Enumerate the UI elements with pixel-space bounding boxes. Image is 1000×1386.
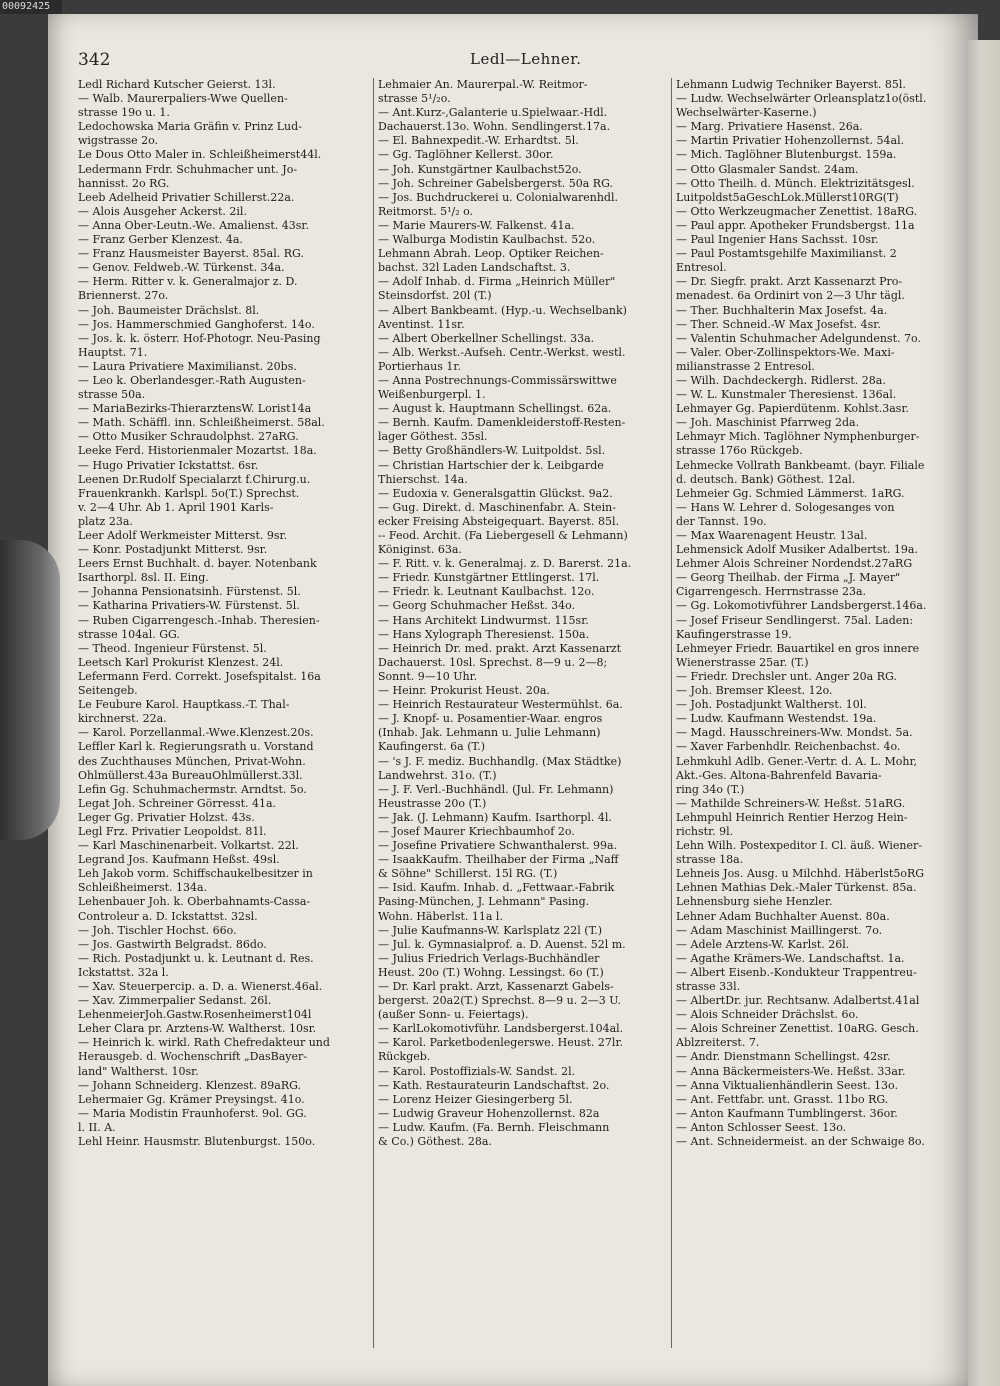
directory-entry-line: Legrand Jos. Kaufmann Heßst. 49sl. bbox=[78, 853, 280, 867]
directory-entry-line: Lehnen Mathias Dek.-Maler Türkenst. 85a. bbox=[676, 881, 917, 895]
directory-entry-line: — Karol. Porzellanmal.-Wwe.Klenzest.20s. bbox=[78, 726, 314, 740]
directory-entry-line: — Heinr. Prokurist Heust. 20a. bbox=[378, 684, 550, 698]
directory-entry-line: — Hans Xylograph Theresienst. 150a. bbox=[378, 627, 590, 641]
directory-entry-line: Seitengeb. bbox=[78, 684, 138, 698]
directory-entry-line: Leenen Dr.Rudolf Specialarzt f.Chirurg.u. bbox=[78, 472, 311, 486]
directory-entry-line: — Ther. Schneid.-W Max Josefst. 4sr. bbox=[676, 317, 881, 331]
directory-entry-line: Herausgeb. d. Wochenschrift „DasBayer- bbox=[78, 1050, 308, 1064]
directory-entry-line: — Josefine Privatiere Schwanthalerst. 99a. bbox=[378, 839, 618, 853]
directory-entry-line: — Jos. Hammerschmied Ganghoferst. 14o. bbox=[78, 317, 315, 331]
directory-entry-line: Lehmer Alois Schreiner Nordendst.27aRG bbox=[676, 557, 913, 571]
directory-entry-line: — Walb. Maurerpaliers-Wwe Quellen- bbox=[78, 92, 288, 106]
directory-entry-line: strasse 33l. bbox=[676, 980, 741, 993]
directory-entry-line: — Johanna Pensionatsinh. Fürstenst. 5l. bbox=[78, 585, 301, 599]
directory-entry-line: — Karol. Postoffizials-W. Sandst. 2l. bbox=[378, 1064, 576, 1078]
directory-entry-line: — Agathe Krämers-We. Landschaftst. 1a. bbox=[676, 951, 905, 965]
directory-entry-line: — Andr. Dienstmann Schellingst. 42sr. bbox=[676, 1050, 891, 1064]
directory-entry-line: Lehmensick Adolf Musiker Adalbertst. 19a. bbox=[676, 543, 918, 557]
directory-entry-line: — Otto Theilh. d. Münch. Elektrizitätsgesl. bbox=[676, 176, 915, 190]
directory-entry-line: — Mathilde Schreiners-W. Heßst. 51aRG. bbox=[676, 796, 906, 810]
directory-entry-line: — Josef Friseur Sendlingerst. 75al. Laden: bbox=[676, 613, 914, 627]
directory-entry-line: Le Dous Otto Maler in. Schleißheimerst44l. bbox=[78, 148, 322, 162]
directory-column-3 bbox=[676, 78, 964, 1149]
directory-entry-line: — Mich. Taglöhner Blutenburgst. 159a. bbox=[676, 148, 897, 162]
directory-entry-line: Lehn Wilh. Postexpeditor I. Cl. äuß. Wiener- bbox=[676, 839, 922, 853]
directory-entry-line: des Zuchthauses München, Privat-Wohn. bbox=[78, 754, 306, 768]
directory-entry-line: ecker Freising Absteigequart. Bayerst. 85l. bbox=[378, 514, 619, 528]
directory-entry-line: — Paul Ingenier Hans Sachsst. 10sr. bbox=[676, 233, 879, 247]
directory-entry-line: Leeb Adelheid Privatier Schillerst.22a. bbox=[78, 190, 295, 204]
directory-entry-line: — Ther. Buchhalterin Max Josefst. 4a. bbox=[676, 303, 888, 317]
directory-entry-line: — Albert Bankbeamt. (Hyp.-u. Wechselbank) bbox=[378, 303, 627, 317]
directory-entry-line: — Joh. Postadjunkt Waltherst. 10l. bbox=[676, 698, 867, 712]
directory-entry-line: — Hans W. Lehrer d. Sologesanges von bbox=[676, 500, 895, 514]
directory-entry-line: Lehmecke Vollrath Bankbeamt. (bayr. Filiale bbox=[676, 458, 925, 472]
directory-entry-line: Lehner Adam Buchhalter Auenst. 80a. bbox=[676, 909, 890, 923]
directory-entry-line: Dachauerst. 10sl. Sprechst. 8—9 u. 2—8; bbox=[378, 655, 608, 669]
column-divider bbox=[671, 78, 672, 1348]
directory-entry-line: strasse 19o u. 1. bbox=[78, 106, 170, 120]
directory-entry-line: — Isid. Kaufm. Inhab. d. „Fettwaar.-Fabrik bbox=[378, 881, 615, 895]
directory-column-1 bbox=[78, 78, 370, 1149]
directory-entry-line: — J. Knopf- u. Posamentier-Waar. engros bbox=[378, 712, 603, 726]
directory-entry-line: & Co.) Göthest. 28a. bbox=[378, 1135, 492, 1149]
directory-entry-line: der Tannst. 19o. bbox=[676, 514, 767, 528]
directory-entry-line: & Söhne" Schillerst. 15l RG. (T.) bbox=[378, 867, 558, 881]
directory-entry-line: Le Feubure Karol. Hauptkass.-T. Thal- bbox=[78, 698, 290, 712]
directory-entry-line: Cigarrengesch. Herrnstrasse 23a. bbox=[676, 585, 867, 599]
directory-entry-line: Frauenkrankh. Karlspl. 5o(T.) Sprechst. bbox=[78, 486, 300, 500]
directory-entry-line: — Marie Maurers-W. Falkenst. 41a. bbox=[378, 218, 575, 232]
directory-entry-line: Lehmkuhl Adlb. Gener.-Vertr. d. A. L. Mohr, bbox=[676, 754, 918, 768]
directory-entry-line: — KarlLokomotivführ. Landsbergerst.104al. bbox=[378, 1022, 624, 1036]
directory-entry-line: — Lorenz Heizer Giesingerberg 5l. bbox=[378, 1092, 573, 1106]
directory-entry-line: kirchnerst. 22a. bbox=[78, 712, 167, 726]
directory-entry-line: — Kath. Restaurateurin Landschaftst. 2o. bbox=[378, 1078, 610, 1092]
directory-entry-line: — Albert Eisenb.-Kondukteur Trappentreu- bbox=[676, 965, 917, 979]
directory-entry-line: Hauptst. 71. bbox=[78, 345, 148, 359]
directory-entry-line: Lefin Gg. Schuhmachermstr. Arndtst. 5o. bbox=[78, 782, 307, 796]
next-page-edge bbox=[968, 40, 1000, 1386]
directory-entry-line: — Anna Bäckermeisters-We. Heßst. 33ar. bbox=[676, 1064, 906, 1078]
directory-entry-line: — J. F. Verl.-Buchhändl. (Jul. Fr. Lehmann) bbox=[378, 782, 614, 796]
directory-entry-line: — Paul Postamtsgehilfe Maximilianst. 2 bbox=[676, 247, 897, 261]
directory-entry-line: LehenmeierJoh.Gastw.Rosenheimerst104l bbox=[78, 1008, 312, 1022]
directory-entry-line: Lehmaier An. Maurerpal.-W. Reitmor- bbox=[378, 78, 588, 91]
directory-entry-line: — Heinrich Dr. med. prakt. Arzt Kassenarzt bbox=[378, 641, 622, 655]
directory-entry-line: — Joh. Tischler Hochst. 66o. bbox=[78, 923, 237, 937]
directory-entry-line: — Martin Privatier Hohenzollernst. 54al. bbox=[676, 134, 905, 148]
directory-entry-line: — Hugo Privatier Ickstattst. 6sr. bbox=[78, 458, 259, 472]
directory-entry-line: l. II. A. bbox=[78, 1120, 116, 1134]
directory-entry-line: ring 34o (T.) bbox=[676, 782, 745, 796]
directory-entry-line: — Hans Architekt Lindwurmst. 115sr. bbox=[378, 613, 589, 627]
directory-entry-line: menadest. 6a Ordinirt von 2—3 Uhr tägl. bbox=[676, 289, 905, 303]
directory-entry-line: Wechselwärter-Kaserne.) bbox=[676, 106, 817, 120]
directory-entry-line: — Ludwig Graveur Hohenzollernst. 82a bbox=[378, 1106, 600, 1120]
directory-entry-line: Controleur a. D. Ickstattst. 32sl. bbox=[78, 909, 258, 923]
directory-entry-line: v. 2—4 Uhr. Ab 1. April 1901 Karls- bbox=[78, 500, 274, 514]
directory-entry-line: — Paul appr. Apotheker Frundsbergst. 11a bbox=[676, 218, 915, 232]
directory-entry-line: — Franz Hausmeister Bayerst. 85al. RG. bbox=[78, 247, 304, 261]
directory-entry-line: Kaufingerstrasse 19. bbox=[676, 627, 792, 641]
directory-entry-line: — Heinrich k. wirkl. Rath Chefredakteur und bbox=[78, 1036, 330, 1050]
directory-entry-line: Lehl Heinr. Hausmstr. Blutenburgst. 150o. bbox=[78, 1135, 316, 1149]
directory-entry-line: — Konr. Postadjunkt Mitterst. 9sr. bbox=[78, 543, 268, 557]
directory-entry-line: Wohn. Häberlst. 11a l. bbox=[378, 909, 503, 923]
directory-entry-line: — Albert Oberkellner Schellingst. 33a. bbox=[378, 331, 595, 345]
directory-entry-line: Lefermann Ferd. Correkt. Josefspitalst. 16a bbox=[78, 669, 321, 683]
directory-entry-line: Thierschst. 14a. bbox=[378, 472, 468, 486]
directory-entry-line: — Anton Schlosser Seest. 13o. bbox=[676, 1120, 847, 1134]
directory-entry-line: — Max Waarenagent Heustr. 13al. bbox=[676, 529, 868, 542]
directory-entry-line: — Dr. Karl prakt. Arzt, Kassenarzt Gabels- bbox=[378, 980, 614, 993]
directory-entry-line: wigstrasse 2o. bbox=[78, 134, 159, 148]
directory-entry-line: — Friedr. Kunstgärtner Ettlingerst. 17l. bbox=[378, 571, 600, 585]
directory-entry-line: — Ruben Cigarrengesch.-Inhab. Theresien- bbox=[78, 613, 320, 627]
directory-entry-line: — Ant. Schneidermeist. an der Schwaige 8o. bbox=[676, 1135, 925, 1149]
directory-entry-line: — Xav. Zimmerpalier Sedanst. 26l. bbox=[78, 994, 272, 1008]
running-head: Ledl—Lehner. bbox=[470, 50, 582, 68]
directory-entry-line: — Jul. k. Gymnasialprof. a. D. Auenst. 52l m. bbox=[378, 937, 626, 951]
directory-entry-line: — August k. Hauptmann Schellingst. 62a. bbox=[378, 402, 612, 416]
directory-entry-line: — Herm. Ritter v. k. Generalmajor z. D. bbox=[78, 275, 298, 289]
directory-entry-line: Leffler Karl k. Regierungsrath u. Vorstand bbox=[78, 740, 314, 754]
directory-entry-line: — Georg Theilhab. der Firma „J. Mayer" bbox=[676, 571, 901, 585]
directory-entry-line: — MariaBezirks-ThierarztensW. Lorist14a bbox=[78, 402, 312, 416]
directory-column-2 bbox=[378, 78, 670, 1149]
directory-entry-line: Reitmorst. 5¹/₂ o. bbox=[378, 204, 474, 218]
directory-entry-line: d. deutsch. Bank) Göthest. 12al. bbox=[676, 472, 856, 486]
directory-entry-line: — Anna Viktualienhändlerin Seest. 13o. bbox=[676, 1078, 898, 1092]
directory-entry-line: — Valentin Schuhmacher Adelgundenst. 7o. bbox=[676, 331, 921, 345]
directory-entry-line: — Johann Schneiderg. Klenzest. 89aRG. bbox=[78, 1078, 301, 1092]
directory-entry-line: — Jos. Gastwirth Belgradst. 86do. bbox=[78, 937, 267, 951]
directory-entry-line: — Jos. k. k. österr. Hof-Photogr. Neu-Pasing bbox=[78, 331, 321, 345]
directory-entry-line: Lehmayr Mich. Taglöhner Nymphenburger- bbox=[676, 430, 920, 444]
directory-entry-line: Lehnensburg siehe Henzler. bbox=[676, 895, 833, 909]
directory-entry-line: Legat Joh. Schreiner Görresst. 41a. bbox=[78, 796, 277, 810]
directory-entry-line: — Maria Modistin Fraunhoferst. 9ol. GG. bbox=[78, 1106, 307, 1120]
directory-entry-line: strasse 18a. bbox=[676, 853, 744, 867]
directory-entry-line: — Walburga Modistin Kaulbachst. 52o. bbox=[378, 233, 596, 247]
directory-entry-line: — Josef Maurer Kriechbaumhof 2o. bbox=[378, 824, 575, 838]
directory-entry-line: Königinst. 63a. bbox=[378, 543, 462, 557]
directory-entry-line: — Alois Ausgeher Ackerst. 2il. bbox=[78, 204, 247, 218]
directory-entry-line: Ohlmüllerst.43a BureauOhlmüllerst.33l. bbox=[78, 768, 303, 782]
directory-entry-line: — Katharina Privatiers-W. Fürstenst. 5l. bbox=[78, 599, 300, 613]
directory-entry-line: Lehmayer Gg. Papierdütenm. Kohlst.3asr. bbox=[676, 402, 910, 416]
directory-entry-line: — El. Bahnexpedit.-W. Erhardtst. 5l. bbox=[378, 134, 579, 148]
directory-entry-line: Schleißheimerst. 134a. bbox=[78, 881, 208, 895]
directory-entry-line: — W. L. Kunstmaler Theresienst. 136al. bbox=[676, 388, 897, 402]
directory-entry-line: — Julius Friedrich Verlags-Buchhändler bbox=[378, 951, 600, 965]
directory-entry-line: — Otto Musiker Schraudolphst. 27aRG. bbox=[78, 430, 299, 444]
directory-entry-line: strasse 104al. GG. bbox=[78, 627, 180, 641]
directory-entry-line: — Joh. Bremser Kleest. 12o. bbox=[676, 684, 833, 698]
directory-entry-line: — Wilh. Dachdeckergh. Ridlerst. 28a. bbox=[676, 373, 886, 387]
directory-entry-line: Pasing-München, J. Lehmann" Pasing. bbox=[378, 895, 590, 909]
directory-entry-line: Lehenbauer Joh. k. Oberbahnamts-Cassa- bbox=[78, 895, 311, 909]
directory-entry-line: Luitpoldst5aGeschLok.Müllerst10RG(T) bbox=[676, 190, 899, 204]
directory-entry-line: Leers Ernst Buchhalt. d. bayer. Notenbank bbox=[78, 557, 317, 571]
directory-entry-line: — 's J. F. mediz. Buchhandlg. (Max Städtke) bbox=[378, 754, 622, 768]
directory-entry-line: — Georg Schuhmacher Heßst. 34o. bbox=[378, 599, 576, 613]
directory-entry-line: Wienerstrasse 25ar. (T.) bbox=[676, 655, 809, 669]
directory-entry-line: — Rich. Postadjunkt u. k. Leutnant d. Res. bbox=[78, 951, 314, 965]
directory-entry-line: — Bernh. Kaufm. Damenkleiderstoff-Resten- bbox=[378, 416, 626, 430]
directory-entry-line: Lehmpuhl Heinrich Rentier Herzog Hein- bbox=[676, 810, 908, 824]
directory-entry-line: — Jak. (J. Lehmann) Kaufm. Isarthorpl. 4l. bbox=[378, 810, 612, 824]
directory-entry-line: — Leo k. Oberlandesger.-Rath Augusten- bbox=[78, 373, 306, 387]
directory-entry-line: Isarthorpl. 8sl. II. Eing. bbox=[78, 571, 209, 585]
directory-entry-line: — Jos. Buchdruckerei u. Colonialwarenhdl. bbox=[378, 190, 618, 204]
directory-entry-line: Kaufingerst. 6a (T.) bbox=[378, 740, 486, 754]
directory-entry-line: — Valer. Ober-Zollinspektors-We. Maxi- bbox=[676, 345, 895, 359]
directory-entry-line: — Anton Kaufmann Tumblingerst. 36or. bbox=[676, 1106, 898, 1120]
directory-entry-line: strasse 5¹/₂o. bbox=[378, 92, 451, 106]
directory-entry-line: Rückgeb. bbox=[378, 1050, 431, 1064]
directory-entry-line: — Karol. Parketbodenlegerswe. Heust. 27lr. bbox=[378, 1036, 623, 1050]
directory-entry-line: Lehneis Jos. Ausg. u Milchhd. Häberlst5oRG bbox=[676, 867, 925, 881]
directory-entry-line: — Karl Maschinenarbeit. Volkartst. 22l. bbox=[78, 839, 299, 853]
directory-entry-line: — Ludw. Kaufm. (Fa. Bernh. Fleischmann bbox=[378, 1120, 610, 1134]
directory-entry-line: — Xaver Farbenhdlr. Reichenbachst. 4o. bbox=[676, 740, 901, 754]
directory-entry-line: — Adam Maschinist Maillingerst. 7o. bbox=[676, 923, 883, 937]
column-divider bbox=[373, 78, 374, 1348]
directory-entry-line: — Alois Schreiner Zenettist. 10aRG. Gesch. bbox=[676, 1022, 919, 1036]
directory-entry-line: — Friedr. Drechsler unt. Anger 20a RG. bbox=[676, 669, 897, 683]
directory-entry-line: — Adolf Inhab. d. Firma „Heinrich Müller" bbox=[378, 275, 616, 289]
directory-entry-line: — IsaakKaufm. Theilhaber der Firma „Naff bbox=[378, 853, 619, 867]
directory-entry-line: Ledermann Frdr. Schuhmacher unt. Jo- bbox=[78, 162, 298, 176]
directory-entry-line: — Betty Großhändlers-W. Luitpoldst. 5sl. bbox=[378, 444, 606, 458]
directory-entry-line: Akt.-Ges. Altona-Bahrenfeld Bavaria- bbox=[676, 768, 882, 782]
directory-entry-line: Briennerst. 27o. bbox=[78, 289, 169, 303]
page-clip-shadow bbox=[0, 540, 60, 840]
directory-entry-line: Sonnt. 9—10 Uhr. bbox=[378, 669, 478, 683]
directory-entry-line: — Gg. Taglöhner Kellerst. 30or. bbox=[378, 148, 554, 162]
page-number: 342 bbox=[78, 50, 111, 70]
directory-entry-line: Leher Clara pr. Arztens-W. Waltherst. 10sr. bbox=[78, 1022, 317, 1036]
directory-entry-line: — Anna Postrechnungs-Commissärswittwe bbox=[378, 373, 617, 387]
directory-entry-line: Landwehrst. 31o. (T.) bbox=[378, 768, 497, 782]
directory-entry-line: — Theod. Ingenieur Fürstenst. 5l. bbox=[78, 641, 267, 655]
directory-entry-line: Lehermaier Gg. Krämer Preysingst. 41o. bbox=[78, 1092, 305, 1106]
directory-entry-line: Leger Gg. Privatier Holzst. 43s. bbox=[78, 810, 255, 824]
directory-entry-line: — Genov. Feldweb.-W. Türkenst. 34a. bbox=[78, 261, 285, 275]
directory-entry-line: — Xav. Steuerpercip. a. D. a. Wienerst.46al. bbox=[78, 980, 323, 993]
directory-entry-line: — Anna Ober-Leutn.-We. Amalienst. 43sr. bbox=[78, 218, 309, 232]
directory-entry-line: Dachauerst.13o. Wohn. Sendlingerst.17a. bbox=[378, 120, 611, 134]
directory-entry-line: Lehmeier Gg. Schmied Lämmerst. 1aRG. bbox=[676, 486, 905, 500]
directory-entry-line: — Heinrich Restaurateur Westermühlst. 6a. bbox=[378, 698, 623, 712]
directory-entry-line: — Christian Hartschier der k. Leibgarde bbox=[378, 458, 604, 472]
directory-entry-line: — Gg. Lokomotivführer Landsbergerst.146a. bbox=[676, 599, 927, 613]
directory-entry-line: — Ant. Fettfabr. unt. Grasst. 11bo RG. bbox=[676, 1092, 889, 1106]
directory-entry-line: (Inhab. Jak. Lehmann u. Julie Lehmann) bbox=[378, 726, 601, 740]
directory-entry-line: Ledochowska Maria Gräfin v. Prinz Lud- bbox=[78, 120, 302, 134]
directory-entry-line: richstr. 9l. bbox=[676, 824, 734, 838]
directory-entry-line: — Ludw. Wechselwärter Orleansplatz1o(östl. bbox=[676, 92, 927, 106]
directory-entry-line: — Math. Schäffl. inn. Schleißheimerst. 58al. bbox=[78, 416, 325, 430]
directory-entry-line: Steinsdorfst. 20l (T.) bbox=[378, 289, 492, 303]
directory-entry-line: bachst. 32l Laden Landschaftst. 3. bbox=[378, 261, 571, 275]
directory-entry-line: Leer Adolf Werkmeister Mitterst. 9sr. bbox=[78, 529, 288, 542]
scan-id-label: 00092425 bbox=[0, 0, 62, 14]
directory-entry-line: milianstrasse 2 Entresol. bbox=[676, 359, 815, 373]
directory-entry-line: bergerst. 20a2(T.) Sprechst. 8—9 u. 2—3 U. bbox=[378, 994, 621, 1008]
directory-entry-line: — F. Ritt. v. k. Generalmaj. z. D. Barerst. 21a. bbox=[378, 557, 632, 571]
directory-entry-line: — Magd. Hausschreiners-Ww. Mondst. 5a. bbox=[676, 726, 913, 740]
directory-entry-line: — Alois Schneider Drächslst. 6o. bbox=[676, 1008, 859, 1022]
directory-entry-line: — Julie Kaufmanns-W. Karlsplatz 22l (T.) bbox=[378, 923, 603, 937]
directory-entry-line: hannisst. 2o RG. bbox=[78, 176, 170, 190]
directory-entry-line: (außer Sonn- u. Feiertags). bbox=[378, 1008, 529, 1022]
directory-entry-line: Portierhaus 1r. bbox=[378, 359, 461, 373]
directory-entry-line: — Joh. Baumeister Drächslst. 8l. bbox=[78, 303, 260, 317]
directory-entry-line: strasse 50a. bbox=[78, 388, 146, 402]
directory-entry-line: — Laura Privatiere Maximilianst. 20bs. bbox=[78, 359, 297, 373]
directory-entry-line: Lehmeyer Friedr. Bauartikel en gros innere bbox=[676, 641, 920, 655]
directory-entry-line: strasse 176o Rückgeb. bbox=[676, 444, 803, 458]
directory-entry-line: — Franz Gerber Klenzest. 4a. bbox=[78, 233, 243, 247]
directory-entry-line: — Joh. Schreiner Gabelsbergerst. 50a RG. bbox=[378, 176, 613, 190]
directory-entry-line: Heustrasse 20o (T.) bbox=[378, 796, 487, 810]
directory-entry-line: — Friedr. k. Leutnant Kaulbachst. 12o. bbox=[378, 585, 595, 599]
directory-entry-line: — Ludw. Kaufmann Westendst. 19a. bbox=[676, 712, 877, 726]
directory-entry-line: Ledl Richard Kutscher Geierst. 13l. bbox=[78, 78, 276, 91]
directory-entry-line: Ickstattst. 32a l. bbox=[78, 965, 169, 979]
directory-entry-line: Lehmann Ludwig Techniker Bayerst. 85l. bbox=[676, 78, 906, 91]
directory-entry-line: Entresol. bbox=[676, 261, 727, 275]
directory-entry-line: Lehmann Abrah. Leop. Optiker Reichen- bbox=[378, 247, 604, 261]
directory-entry-line: — Joh. Maschinist Pfarrweg 2da. bbox=[676, 416, 860, 430]
directory-entry-line: — Adele Arztens-W. Karlst. 26l. bbox=[676, 937, 850, 951]
directory-entry-line: Legl Frz. Privatier Leopoldst. 81l. bbox=[78, 824, 267, 838]
directory-entry-line: — Joh. Kunstgärtner Kaulbachst52o. bbox=[378, 162, 582, 176]
directory-entry-line: land" Waltherst. 10sr. bbox=[78, 1064, 199, 1078]
directory-entry-line: Leetsch Karl Prokurist Klenzest. 24l. bbox=[78, 655, 284, 669]
directory-entry-line: -- Feod. Archit. (Fa Liebergesell & Lehmann) bbox=[378, 529, 628, 542]
directory-entry-line: Ablzreiterst. 7. bbox=[676, 1036, 760, 1050]
directory-entry-line: — AlbertDr. jur. Rechtsanw. Adalbertst.41al bbox=[676, 994, 920, 1008]
directory-entry-line: Leh Jakob vorm. Schiffschaukelbesitzer in bbox=[78, 867, 313, 881]
directory-entry-line: Weißenburgerpl. 1. bbox=[378, 388, 486, 402]
directory-entry-line: — Marg. Privatiere Hasenst. 26a. bbox=[676, 120, 863, 134]
directory-entry-line: Heust. 20o (T.) Wohng. Lessingst. 6o (T.) bbox=[378, 965, 604, 979]
directory-entry-line: — Otto Werkzeugmacher Zenettist. 18aRG. bbox=[676, 204, 918, 218]
directory-entry-line: — Dr. Siegfr. prakt. Arzt Kassenarzt Pro- bbox=[676, 275, 903, 289]
directory-entry-line: Aventinst. 11sr. bbox=[378, 317, 465, 331]
directory-entry-line: lager Göthest. 35sl. bbox=[378, 430, 488, 444]
directory-entry-line: — Eudoxia v. Generalsgattin Glückst. 9a2. bbox=[378, 486, 613, 500]
directory-entry-line: platz 23a. bbox=[78, 514, 133, 528]
directory-entry-line: — Otto Glasmaler Sandst. 24am. bbox=[676, 162, 859, 176]
directory-entry-line: Leeke Ferd. Historienmaler Mozartst. 18a. bbox=[78, 444, 317, 458]
directory-entry-line: — Gug. Direkt. d. Maschinenfabr. A. Stein- bbox=[378, 500, 616, 514]
directory-entry-line: — Alb. Werkst.-Aufseh. Centr.-Werkst. westl. bbox=[378, 345, 626, 359]
directory-entry-line: — Ant.Kurz-,Galanterie u.Spielwaar.-Hdl. bbox=[378, 106, 608, 120]
